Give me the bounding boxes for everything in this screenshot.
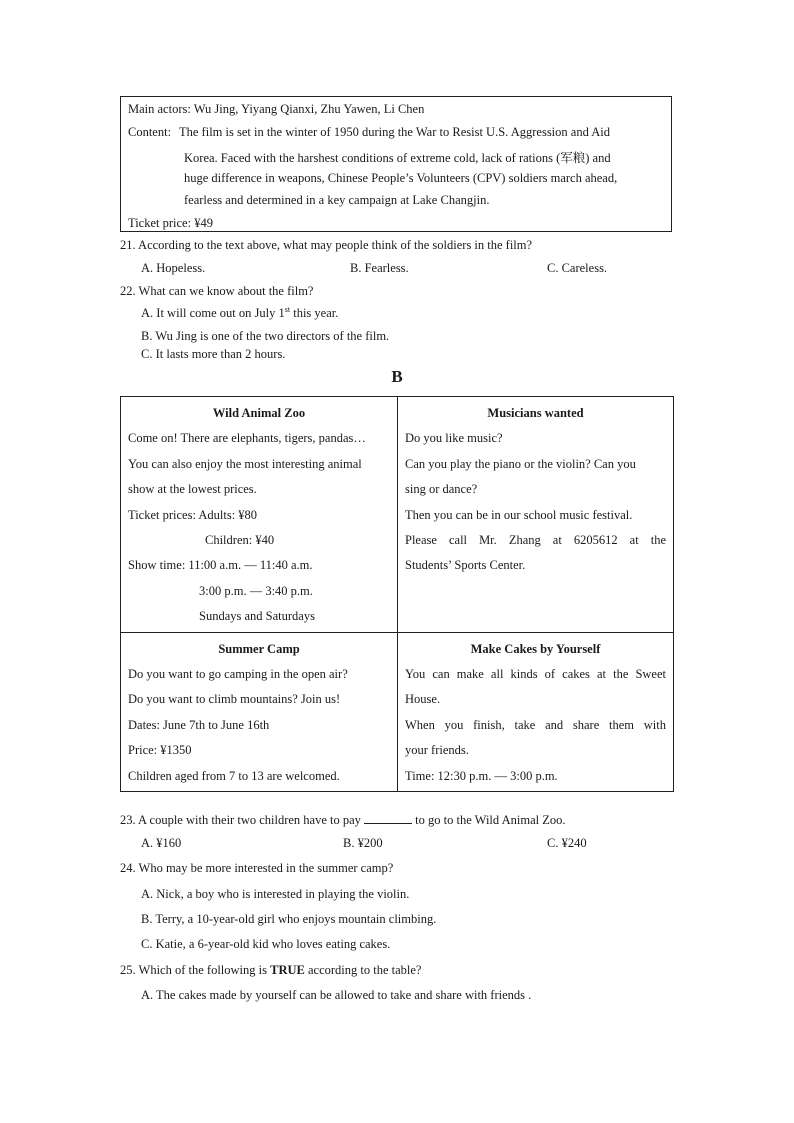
film-content-line: fearless and determined in a key campaign at Lake Changjin. [184, 193, 490, 207]
question-23-option-a: A. ¥160 [141, 836, 182, 850]
camp-line: Do you want to go camping in the open air? [128, 667, 348, 682]
question-25-stem [120, 963, 421, 978]
zoo-line: Children: ¥40 [205, 533, 275, 548]
question-24-option-b: B. Terry, a 10-year-old girl who enjoys mountain climbing. [141, 912, 437, 926]
question-25-stem-end: according to the table? [304, 963, 422, 977]
cakes-line: When you finish, take and share them with [405, 717, 666, 732]
music-line: Do you like music? [405, 431, 503, 446]
music-line: Students’ Sports Center. [405, 558, 526, 573]
camp-line: Children aged from 7 to 13 are welcomed. [128, 768, 340, 783]
music-line: Please call Mr. Zhang at 6205612 at the [405, 533, 666, 548]
question-24-option-a: A. Nick, a boy who is interested in playing the violin. [141, 887, 410, 901]
question-24-stem: 24. Who may be more interested in the summer camp? [120, 861, 394, 875]
zoo-line: 3:00 p.m. — 3:40 p.m. [199, 583, 313, 598]
answer-blank [364, 811, 412, 824]
question-23-stem [120, 811, 565, 828]
camp-line: Price: ¥1350 [128, 743, 192, 758]
camp-title: Summer Camp [218, 641, 300, 656]
option-a-superscript: st [284, 304, 291, 314]
question-23-stem-start: 23. A couple with their two children have to pay [120, 813, 361, 827]
film-content-line: Korea. Faced with the harshest conditions of extreme cold, lack of rations (军粮) and [184, 151, 611, 165]
question-23-option-b: B. ¥200 [343, 836, 383, 850]
table-row [121, 397, 674, 633]
camp-line: Do you want to climb mountains? Join us! [128, 692, 341, 707]
question-25-stem-start: 25. Which of the following is [120, 963, 271, 977]
question-22-option-c: C. It lasts more than 2 hours. [141, 347, 286, 361]
question-23-option-c: C. ¥240 [547, 836, 587, 850]
camp-cell [121, 632, 398, 791]
cakes-cell [398, 632, 674, 791]
film-actors: Main actors: Wu Jing, Yiyang Qianxi, Zhu Yawen, Li Chen [128, 102, 425, 116]
question-24-option-c: C. Katie, a 6-year-old kid who loves eating cakes. [141, 937, 391, 951]
question-22-stem: 22. What can we know about the film? [120, 284, 314, 298]
zoo-line: Come on! There are elephants, tigers, pandas… [128, 431, 366, 446]
film-content-line: huge difference in weapons, Chinese People’s Volunteers (CPV) soldiers march ahead, [184, 171, 618, 185]
cakes-title: Make Cakes by Yourself [470, 641, 601, 656]
cakes-line: Time: 12:30 p.m. — 3:00 p.m. [405, 768, 558, 783]
cakes-line: your friends. [405, 743, 469, 758]
question-21-option-b: B. Fearless. [350, 261, 409, 275]
zoo-cell [121, 397, 398, 633]
camp-line: Dates: June 7th to June 16th [128, 717, 270, 732]
question-23-stem-end: to go to the Wild Animal Zoo. [415, 813, 566, 827]
question-25-emphasis: TRUE [270, 963, 305, 977]
film-ticket-price: Ticket price: ¥49 [128, 216, 213, 230]
music-line: sing or dance? [405, 482, 478, 497]
section-b-heading: B [391, 367, 403, 386]
table-row [121, 632, 674, 791]
zoo-line: Sundays and Saturdays [199, 609, 315, 624]
zoo-line: show at the lowest prices. [128, 482, 257, 497]
music-line: Can you play the piano or the violin? Can you [405, 456, 636, 471]
cakes-line: House. [405, 692, 441, 707]
zoo-title: Wild Animal Zoo [212, 406, 306, 420]
zoo-line: Ticket prices: Adults: ¥80 [128, 507, 258, 522]
question-21-stem: 21. According to the text above, what may people think of the soldiers in the film? [120, 238, 533, 252]
option-a-text-end: this year. [290, 306, 339, 320]
film-info-box [120, 96, 672, 232]
ads-table [120, 396, 674, 792]
film-content-line: The film is set in the winter of 1950 during the War to Resist U.S. Aggression and Aid [179, 125, 611, 139]
question-22-option-a [141, 306, 338, 321]
music-title: Musicians wanted [487, 406, 584, 420]
film-content-label: Content: [128, 125, 172, 139]
option-a-text: A. It will come out on July 1 [141, 306, 285, 320]
music-cell [398, 397, 674, 633]
question-22-option-b: B. Wu Jing is one of the two directors of the film. [141, 329, 390, 343]
music-line: Then you can be in our school music festival. [405, 507, 633, 522]
question-25-option-a: A. The cakes made by yourself can be allowed to take and share with friends . [141, 988, 532, 1002]
question-21-option-c: C. Careless. [547, 261, 608, 275]
zoo-line: You can also enjoy the most interesting animal [128, 456, 362, 471]
question-21-option-a: A. Hopeless. [141, 261, 206, 275]
cakes-line: You can make all kinds of cakes at the Sweet [405, 667, 666, 682]
zoo-line: Show time: 11:00 a.m. — 11:40 a.m. [128, 558, 313, 573]
